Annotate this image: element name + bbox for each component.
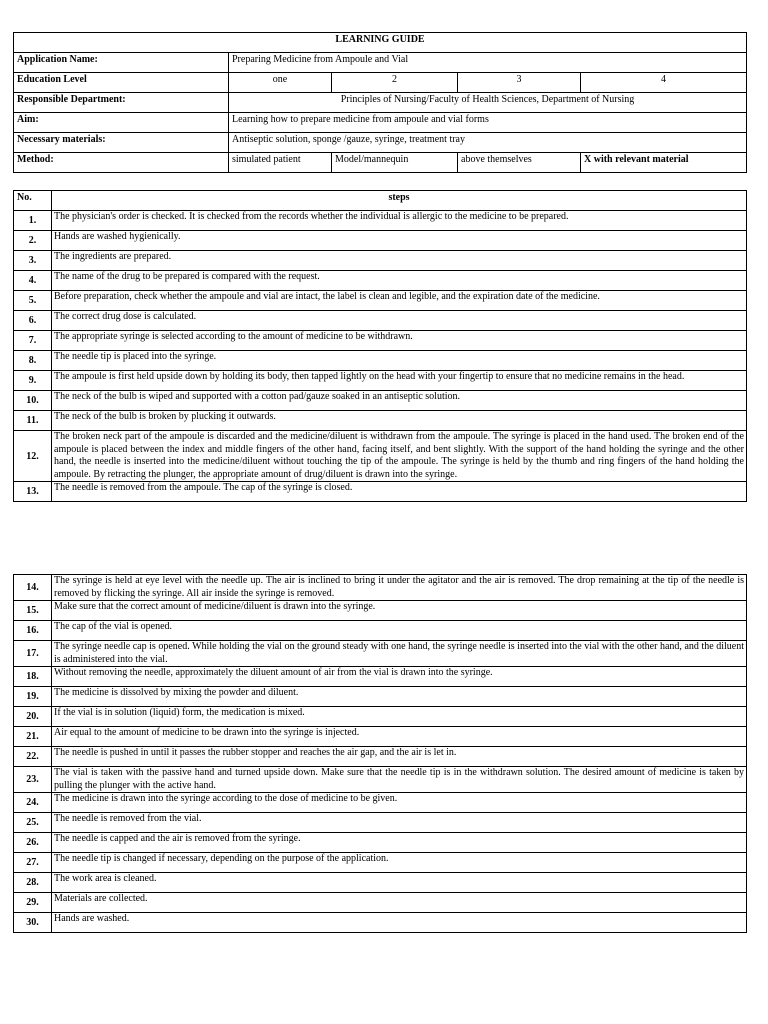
step-text: Materials are collected. xyxy=(52,893,747,913)
step-number: 22. xyxy=(14,747,52,767)
step-text: The cap of the vial is opened. xyxy=(52,621,747,641)
step-row xyxy=(14,231,747,251)
step-number: 9. xyxy=(14,371,52,391)
step-row xyxy=(14,853,747,873)
step-row xyxy=(14,767,747,793)
step-text: Air equal to the amount of medicine to be drawn into the syringe is injected. xyxy=(52,727,747,747)
method-simulated-patient: simulated patient xyxy=(229,153,332,173)
step-number: 7. xyxy=(14,331,52,351)
step-text: The correct drug dose is calculated. xyxy=(52,311,747,331)
step-number: 26. xyxy=(14,833,52,853)
step-text: The needle is removed from the ampoule. The cap of the syringe is closed. xyxy=(52,482,747,502)
step-text: The needle is capped and the air is removed from the syringe. xyxy=(52,833,747,853)
step-number: 18. xyxy=(14,667,52,687)
steps-table-part-2 xyxy=(13,574,747,933)
education-level-label: Education Level xyxy=(14,73,229,93)
application-name-label: Application Name: xyxy=(14,53,229,73)
education-level-1: one xyxy=(229,73,332,93)
step-number: 29. xyxy=(14,893,52,913)
step-number: 20. xyxy=(14,707,52,727)
step-text: The appropriate syringe is selected according to the amount of medicine to be withdrawn. xyxy=(52,331,747,351)
department-value: Principles of Nursing/Faculty of Health Sciences, Department of Nursing xyxy=(229,93,747,113)
steps-header: steps xyxy=(52,191,747,211)
education-level-3: 3 xyxy=(458,73,581,93)
step-row xyxy=(14,271,747,291)
step-number: 8. xyxy=(14,351,52,371)
step-text: The needle tip is placed into the syringe. xyxy=(52,351,747,371)
step-text: The neck of the bulb is broken by plucking it outwards. xyxy=(52,411,747,431)
step-row xyxy=(14,351,747,371)
method-model-mannequin: Model/mannequin xyxy=(332,153,458,173)
step-number: 24. xyxy=(14,793,52,813)
step-row xyxy=(14,641,747,667)
step-text: The physician's order is checked. It is checked from the records whether the individual is allergic to the medicine to be prepared. xyxy=(52,211,747,231)
step-number: 19. xyxy=(14,687,52,707)
step-row xyxy=(14,727,747,747)
step-number: 14. xyxy=(14,575,52,601)
step-row xyxy=(14,575,747,601)
step-number: 15. xyxy=(14,601,52,621)
step-text: The syringe is held at eye level with the needle up. The air is inclined to bring it under the agitator and the air is removed. The drop remaining at the tip of the needle is removed by flicking the syringe. All air inside the syringe is removed. xyxy=(52,575,747,601)
step-text: Before preparation, check whether the ampoule and vial are intact, the label is clean and legible, and the expiration date of the medicine. xyxy=(52,291,747,311)
step-row xyxy=(14,621,747,641)
step-number: 3. xyxy=(14,251,52,271)
department-label: Responsible Department: xyxy=(14,93,229,113)
step-number: 13. xyxy=(14,482,52,502)
step-text: Hands are washed hygienically. xyxy=(52,231,747,251)
step-text: The name of the drug to be prepared is compared with the request. xyxy=(52,271,747,291)
step-number: 27. xyxy=(14,853,52,873)
step-text: The needle is removed from the vial. xyxy=(52,813,747,833)
step-number: 25. xyxy=(14,813,52,833)
application-name-value: Preparing Medicine from Ampoule and Vial xyxy=(229,53,747,73)
step-number: 6. xyxy=(14,311,52,331)
guide-title: LEARNING GUIDE xyxy=(14,33,747,53)
step-text: Without removing the needle, approximately the diluent amount of air from the vial is drawn into the syringe. xyxy=(52,667,747,687)
step-row xyxy=(14,331,747,351)
step-row xyxy=(14,873,747,893)
step-text: The work area is cleaned. xyxy=(52,873,747,893)
education-level-2: 2 xyxy=(332,73,458,93)
steps-body-part-1 xyxy=(14,211,747,502)
step-row xyxy=(14,813,747,833)
step-row xyxy=(14,747,747,767)
step-number: 10. xyxy=(14,391,52,411)
step-text: The syringe needle cap is opened. While holding the vial on the ground steady with one hand, the syringe needle is inserted into the vial with the other hand, and the diluent is administered into the vial. xyxy=(52,641,747,667)
step-number: 23. xyxy=(14,767,52,793)
step-row xyxy=(14,707,747,727)
step-row xyxy=(14,251,747,271)
step-number: 1. xyxy=(14,211,52,231)
step-text: Hands are washed. xyxy=(52,913,747,933)
step-row xyxy=(14,371,747,391)
step-row xyxy=(14,793,747,813)
step-row xyxy=(14,431,747,482)
step-number: 12. xyxy=(14,431,52,482)
step-number: 30. xyxy=(14,913,52,933)
step-text: The ampoule is first held upside down by holding its body, then tapped lightly on the head with your fingertip to ensure that no medicine remains in the head. xyxy=(52,371,747,391)
step-row xyxy=(14,391,747,411)
step-number: 2. xyxy=(14,231,52,251)
step-text: If the vial is in solution (liquid) form, the medication is mixed. xyxy=(52,707,747,727)
step-text: The needle tip is changed if necessary, depending on the purpose of the application. xyxy=(52,853,747,873)
step-row xyxy=(14,601,747,621)
step-number: 21. xyxy=(14,727,52,747)
step-number: 5. xyxy=(14,291,52,311)
education-level-4: 4 xyxy=(581,73,747,93)
learning-guide-info-table xyxy=(13,32,747,173)
step-row xyxy=(14,687,747,707)
step-row xyxy=(14,893,747,913)
step-text: The medicine is dissolved by mixing the powder and diluent. xyxy=(52,687,747,707)
method-label: Method: xyxy=(14,153,229,173)
method-above-themselves: above themselves xyxy=(458,153,581,173)
step-row xyxy=(14,291,747,311)
step-number: 11. xyxy=(14,411,52,431)
step-number: 16. xyxy=(14,621,52,641)
steps-no-header: No. xyxy=(14,191,52,211)
step-text: The broken neck part of the ampoule is discarded and the medicine/diluent is withdrawn from the ampoule. The syringe is placed in the hand used. The broken end of the ampoule is placed between the index and middle fingers of the other hand, facing itself, and bent slightly. With the support of the hand holding the syringe and the other hand, the needle is inserted into the medicine/diluent without touching the tip of the ampoule. The syringe is held by the thumb and ring fingers of the hand holding the ampoule. By retracting the plunger, the appropriate amount of drug/diluent is drawn into the syringe. xyxy=(52,431,747,482)
step-text: The medicine is drawn into the syringe according to the dose of medicine to be given. xyxy=(52,793,747,813)
steps-body-part-2 xyxy=(14,575,747,933)
step-row xyxy=(14,667,747,687)
step-row xyxy=(14,311,747,331)
step-text: Make sure that the correct amount of medicine/diluent is drawn into the syringe. xyxy=(52,601,747,621)
aim-value: Learning how to prepare medicine from ampoule and vial forms xyxy=(229,113,747,133)
step-row xyxy=(14,913,747,933)
step-row xyxy=(14,482,747,502)
step-number: 4. xyxy=(14,271,52,291)
step-text: The vial is taken with the passive hand and turned upside down. Make sure that the needle tip is in the withdrawn solution. The desired amount of medicine is taken by pulling the plunger with the active hand. xyxy=(52,767,747,793)
materials-value: Antiseptic solution, sponge /gauze, syringe, treatment tray xyxy=(229,133,747,153)
steps-table-part-1 xyxy=(13,190,747,502)
step-text: The ingredients are prepared. xyxy=(52,251,747,271)
step-text: The needle is pushed in until it passes the rubber stopper and reaches the air gap, and the air is let in. xyxy=(52,747,747,767)
step-row xyxy=(14,211,747,231)
step-row xyxy=(14,833,747,853)
materials-label: Necessary materials: xyxy=(14,133,229,153)
step-row xyxy=(14,411,747,431)
step-text: The neck of the bulb is wiped and supported with a cotton pad/gauze soaked in an antiseptic solution. xyxy=(52,391,747,411)
step-number: 28. xyxy=(14,873,52,893)
aim-label: Aim: xyxy=(14,113,229,133)
method-relevant-material: X with relevant material xyxy=(581,153,747,173)
step-number: 17. xyxy=(14,641,52,667)
